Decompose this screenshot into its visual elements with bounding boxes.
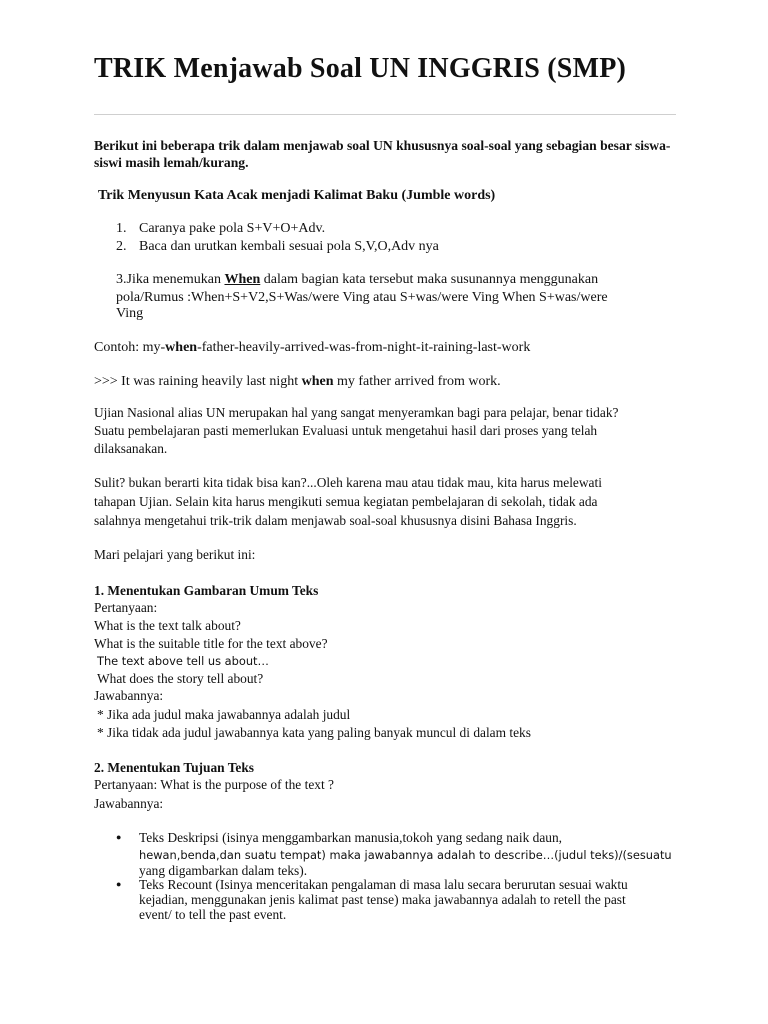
section1-q4: What does the story tell about? <box>97 671 264 686</box>
jumble-item-3-line-3: Ving <box>116 306 144 321</box>
answer-line <box>94 373 501 390</box>
section2-jawabannya: Jawabannya: <box>94 796 164 811</box>
bullet-1-line-2: hewan,benda,dan suatu tempat) maka jawabannya adalah to describe…(judul teks)/(sesuatu <box>139 848 672 862</box>
item3-rest: dalam bagian kata tersebut maka susunannya menggunakan <box>260 272 599 287</box>
answer-prefix: >>> It was raining heavily last night <box>94 374 302 389</box>
para1-line-3: dilaksanakan. <box>94 441 168 456</box>
contoh-line <box>94 339 530 356</box>
answer-when-keyword: when <box>301 374 334 389</box>
section1-pertanyaan: Pertanyaan: <box>94 600 158 615</box>
section2-heading: 2. Menentukan Tujuan Teks <box>94 760 255 775</box>
section1-q3: The text above tell us about… <box>97 654 269 668</box>
intro-paragraph: Berikut ini beberapa trik dalam menjawab soal UN khususnya soal-soal yang sebagian besar siswa-siswi masih lemah/kurang. <box>94 138 671 170</box>
contoh-when-keyword: when <box>165 340 198 355</box>
contoh-rest: -father-heavily-arrived-was-from-night-it-raining-last-work <box>197 340 531 355</box>
para2-line-2: tahapan Ujian. Selain kita harus mengikuti semua kegiatan pembelajaran di sekolah, tidak ada <box>94 494 598 509</box>
para1-line-2: Suatu pembelajaran pasti memerlukan Evaluasi untuk mengetahui hasil dari proses yang telah <box>94 423 598 438</box>
item3-when-keyword: When <box>224 272 261 287</box>
jumble-item-2-text: Baca dan urutkan kembali sesuai pola S,V,O,Adv nya <box>139 239 439 254</box>
section1-jawabannya: Jawabannya: <box>94 688 164 703</box>
jumble-item-3-line-1 <box>116 271 598 288</box>
section2-pertanyaan: Pertanyaan: What is the purpose of the text ? <box>94 777 334 792</box>
page-title: TRIK Menjawab Soal UN INGGRIS (SMP) <box>94 53 627 84</box>
bullet-2-line-2: kejadian, menggunakan jenis kalimat past tense) maka jawabannya adalah to retell the past <box>139 892 626 907</box>
para1-line-1: Ujian Nasional alias UN merupakan hal yang sangat menyeramkan bagi para pelajar, benar tidak? <box>94 405 619 420</box>
section1-answer-1: * Jika ada judul maka jawabannya adalah judul <box>97 707 351 722</box>
jumble-item-1-text: Caranya pake pola S+V+O+Adv. <box>139 221 326 236</box>
section1-answer-2: * Jika tidak ada judul jawabannya kata yang paling banyak muncul di dalam teks <box>97 725 531 740</box>
contoh-prefix: Contoh: my- <box>94 340 166 355</box>
item3-prefix: 3.Jika menemukan <box>116 272 225 287</box>
answer-rest: my father arrived from work. <box>333 374 501 389</box>
bullet-1-line-1: Teks Deskripsi (isinya menggambarkan manusia,tokoh yang sedang naik daun, <box>139 830 563 845</box>
jumble-item-3-line-2: pola/Rumus :When+S+V2,S+Was/were Ving atau S+was/were Ving When S+was/were <box>116 290 608 305</box>
jumble-item-1-number: 1. <box>116 221 127 236</box>
bullet-icon: ● <box>116 879 122 889</box>
jumble-item-2-number: 2. <box>116 239 127 254</box>
para2-line-1: Sulit? bukan berarti kita tidak bisa kan?...Oleh karena mau atau tidak mau, kita harus melewati <box>94 475 602 490</box>
mari-line: Mari pelajari yang berikut ini: <box>94 547 256 562</box>
jumble-heading: Trik Menyusun Kata Acak menjadi Kalimat Baku (Jumble words) <box>98 188 496 203</box>
section1-heading: 1. Menentukan Gambaran Umum Teks <box>94 583 319 598</box>
bullet-2-line-3: event/ to tell the past event. <box>139 907 287 922</box>
title-divider <box>94 114 676 115</box>
bullet-icon: ● <box>116 832 122 842</box>
bullet-2-line-1: Teks Recount (Isinya menceritakan pengalaman di masa lalu secara berurutan sesuai waktu <box>139 877 628 892</box>
section1-q2: What is the suitable title for the text above? <box>94 636 328 651</box>
bullet-1-line-3: yang digambarkan dalam teks). <box>139 863 308 878</box>
section1-q1: What is the text talk about? <box>94 618 241 633</box>
para2-line-3: salahnya mengetahui trik-trik dalam menjawab soal-soal khususnya disini Bahasa Inggris. <box>94 513 577 528</box>
